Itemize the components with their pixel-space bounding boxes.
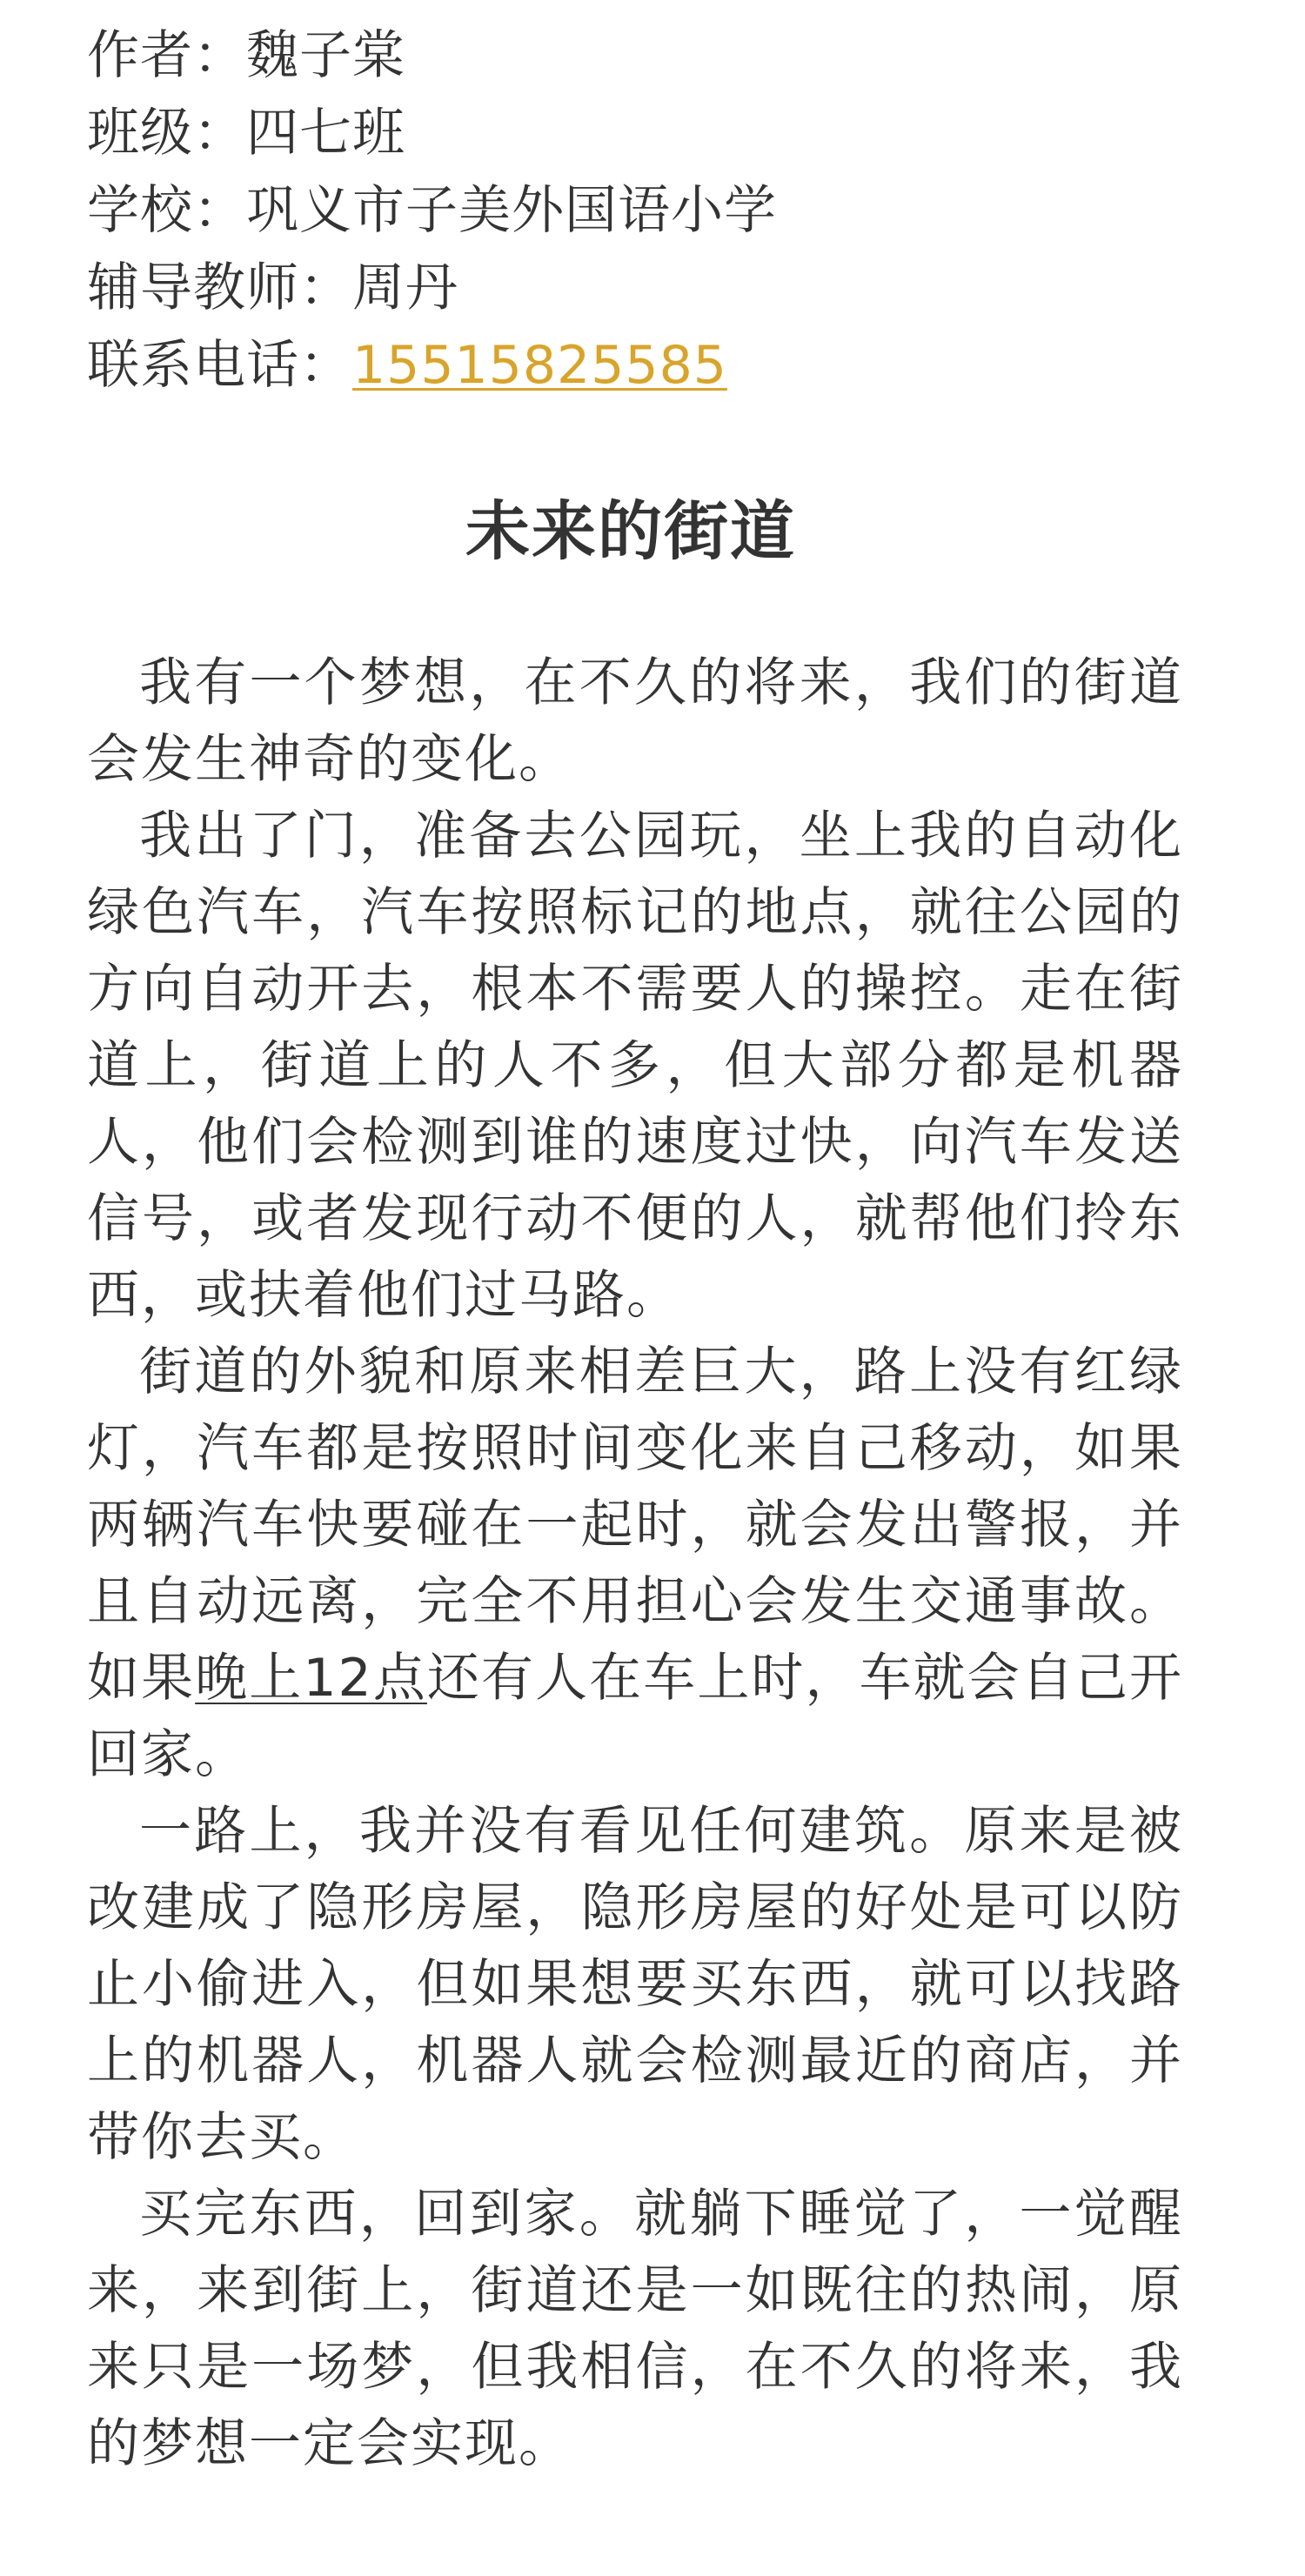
document-page [87, 17, 1183, 2482]
paragraph-3 [87, 1334, 1183, 1793]
school-name: 巩义市子美外国语小学 [246, 180, 777, 241]
teacher-label: 辅导教师： [87, 258, 352, 318]
paragraph-5: 买完东西，回到家。就躺下睡觉了，一觉醒来，来到街上，街道还是一如既往的热闹，原来只是一场梦，但我相信，在不久的将来，我的梦想一定会实现。 [87, 2184, 1183, 2474]
paragraph-4: 一路上，我并没有看见任何建筑。原来是被改建成了隐形房屋，隐形房屋的好处是可以防止小偷进入，但如果想要买东西，就可以找路上的机器人，机器人就会检测最近的商店，并带你去买。 [87, 1801, 1183, 2168]
author-name: 魏子棠 [246, 25, 405, 86]
author-line [87, 17, 1183, 95]
paragraph-2: 我出了门，准备去公园玩，坐上我的自动化绿色汽车，汽车按照标记的地点，就往公园的方向自动开去，根本不需要人的操控。走在街道上，街道上的人不多，但大部分都是机器人，他们会检测到谁的速度过快，向汽车发送信号，或者发现行动不便的人，就帮他们拎东西，或扶着他们过马路。 [87, 806, 1183, 1326]
class-label: 班级： [87, 103, 246, 164]
class-line [87, 95, 1183, 172]
phone-label: 联系电话： [87, 335, 352, 396]
teacher-name: 周丹 [352, 258, 458, 318]
teacher-line [87, 250, 1183, 327]
paragraph-3-underlined-time: 晚上12点 [195, 1648, 427, 1709]
paragraph-1: 我有一个梦想，在不久的将来，我们的街道会发生神奇的变化。 [87, 652, 1183, 790]
class-name: 四七班 [246, 103, 405, 164]
author-label: 作者： [87, 25, 246, 86]
phone-number-link[interactable]: 15515825585 [352, 335, 727, 396]
phone-line [87, 327, 1183, 405]
paragraph-3-part-a: 街道的外貌和原来相差巨大，路上没有红绿灯，汽车都是按照时间变化来自己移动，如果两辆汽车快要碰在一起时，就会发出警报，并且自动远离，完全不用担心会发生交通事故。如果 [87, 1342, 1183, 1709]
school-line [87, 172, 1183, 250]
school-label: 学校： [87, 180, 246, 241]
paragraph-3-part-c: 还有人在车上时，车就会自己开回家。 [87, 1648, 1184, 1785]
article-title: 未来的街道 [465, 494, 796, 569]
